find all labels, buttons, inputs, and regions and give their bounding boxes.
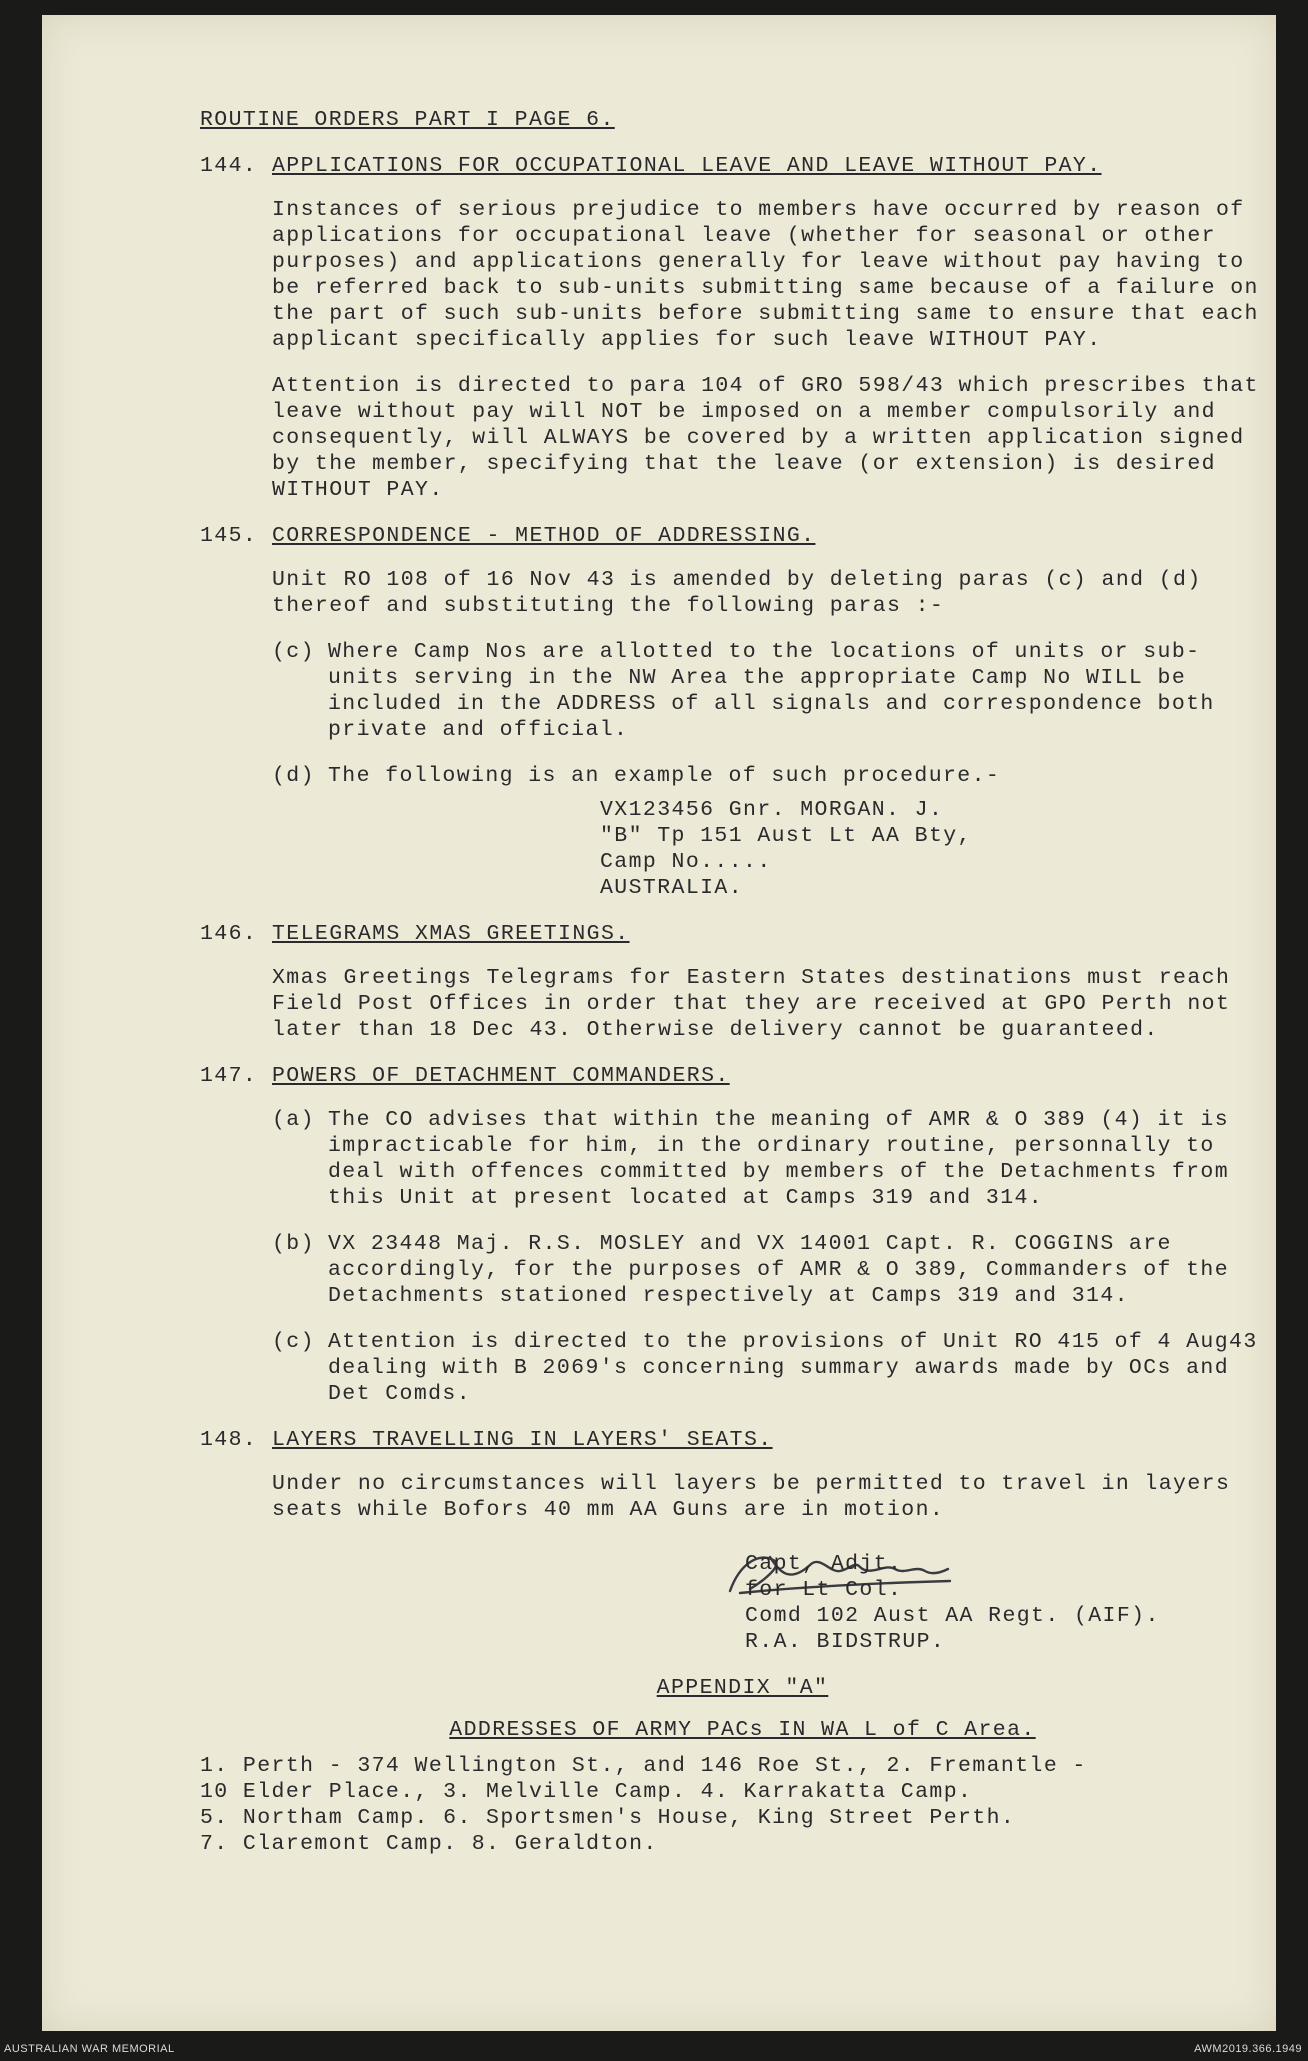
sub-label: (a) bbox=[272, 1108, 315, 1132]
item-title-row bbox=[200, 1427, 1285, 1453]
page-header: ROUTINE ORDERS PART I PAGE 6. bbox=[200, 108, 615, 132]
order-item-147 bbox=[200, 1063, 1285, 1407]
item-paragraph: Unit RO 108 of 16 Nov 43 is amended by deleting paras (c) and (d) thereof and substituting the following paras :- bbox=[272, 568, 1202, 618]
item-title-row bbox=[200, 523, 1285, 549]
sub-text: Attention is directed to the provisions of Unit RO 415 of 4 Aug43 dealing with B 2069's concerning summary awards made by OCs and Det Comds. bbox=[328, 1330, 1258, 1406]
item-number: 146. bbox=[200, 922, 258, 946]
sub-paragraph bbox=[272, 763, 1285, 789]
sub-paragraph bbox=[272, 1329, 1285, 1407]
signature-area bbox=[200, 1543, 1285, 1663]
item-number: 148. bbox=[200, 1428, 258, 1452]
item-number: 144. bbox=[200, 154, 258, 178]
example-address: VX123456 Gnr. MORGAN. J. "B" Tp 151 Aust Lt AA Bty, Camp No..... AUSTRALIA. bbox=[600, 798, 972, 900]
item-title-row bbox=[200, 153, 1285, 179]
order-item-145 bbox=[200, 523, 1285, 901]
item-title-row bbox=[200, 1063, 1285, 1089]
sub-label: (c) bbox=[272, 1330, 315, 1354]
item-title: APPLICATIONS FOR OCCUPATIONAL LEAVE AND LEAVE WITHOUT PAY. bbox=[272, 154, 1102, 178]
address-list: 1. Perth - 374 Wellington St., and 146 Roe St., 2. Fremantle - 10 Elder Place., 3. Melville Camp. 4. Karrakatta Camp. 5. Northam Camp. 6. Sportsmen's House, King Street Perth. 7. Claremont Camp. 8. Geraldton. bbox=[200, 1754, 1087, 1856]
sub-paragraph bbox=[272, 1231, 1285, 1309]
sub-text: Where Camp Nos are allotted to the locations of units or sub- units serving in the NW Area the appropriate Camp No WILL be included in the ADDRESS of all signals and correspondence both private and official. bbox=[328, 640, 1215, 742]
order-item-148 bbox=[200, 1427, 1285, 1523]
order-item-146 bbox=[200, 921, 1285, 1043]
sub-label: (d) bbox=[272, 764, 315, 788]
item-number: 145. bbox=[200, 524, 258, 548]
item-title: LAYERS TRAVELLING IN LAYERS' SEATS. bbox=[272, 1428, 773, 1452]
item-paragraph: Under no circumstances will layers be permitted to travel in layers seats while Bofors 40 mm AA Guns are in motion. bbox=[272, 1472, 1231, 1522]
footer-accession-id: AWM2019.366.1949 bbox=[1194, 2043, 1302, 2055]
order-item-144 bbox=[200, 153, 1285, 503]
item-title: TELEGRAMS XMAS GREETINGS. bbox=[272, 922, 630, 946]
sub-text: The following is an example of such procedure.- bbox=[328, 764, 1001, 788]
document-body bbox=[200, 107, 1285, 1857]
signature-block: Capt, Adjt. for Lt Col. Comd 102 Aust AA Regt. (AIF). R.A. BIDSTRUP. bbox=[745, 1552, 1160, 1654]
item-paragraph: Xmas Greetings Telegrams for Eastern States destinations must reach Field Post Offices in order that they are received at GPO Perth not later than 18 Dec 43. Otherwise delivery cannot be guaranteed. bbox=[272, 966, 1231, 1042]
item-title: POWERS OF DETACHMENT COMMANDERS. bbox=[272, 1064, 730, 1088]
item-paragraph: Attention is directed to para 104 of GRO 598/43 which prescribes that leave without pay will NOT be imposed on a member compulsorily and consequently, will ALWAYS be covered by a written application signed by the member, specifying that the leave (or extension) is desired WITHOUT PAY. bbox=[272, 374, 1259, 502]
sub-text: VX 23448 Maj. R.S. MOSLEY and VX 14001 Capt. R. COGGINS are accordingly, for the purposes of AMR & O 389, Commanders of the Detachments stationed respectively at Camps 319 and 314. bbox=[328, 1232, 1230, 1308]
item-title: CORRESPONDENCE - METHOD OF ADDRESSING. bbox=[272, 524, 816, 548]
footer-institution: AUSTRALIAN WAR MEMORIAL bbox=[4, 2043, 175, 2055]
sub-paragraph bbox=[272, 639, 1285, 743]
sub-label: (b) bbox=[272, 1232, 315, 1256]
sub-text: The CO advises that within the meaning of AMR & O 389 (4) it is impracticable for him, in the ordinary routine, personnally to deal with offences committed by members of the Detachments from this Unit at present located at Camps 319 and 314. bbox=[328, 1108, 1230, 1210]
appendix-title: APPENDIX "A" bbox=[656, 1676, 829, 1700]
item-title-row bbox=[200, 921, 1285, 947]
item-number: 147. bbox=[200, 1064, 258, 1088]
paper-page bbox=[42, 15, 1276, 2031]
appendix-subtitle: ADDRESSES OF ARMY PACs IN WA L of C Area. bbox=[449, 1718, 1036, 1742]
item-paragraph: Instances of serious prejudice to members have occurred by reason of applications for occupational leave (whether for seasonal or other purposes) and applications generally for leave without pay having to be referred back to sub-units submitting same because of a failure on the part of such sub-units before submitting same to ensure that each applicant specifically applies for such leave WITHOUT PAY. bbox=[272, 198, 1259, 352]
sub-paragraph bbox=[272, 1107, 1285, 1211]
sub-label: (c) bbox=[272, 640, 315, 664]
